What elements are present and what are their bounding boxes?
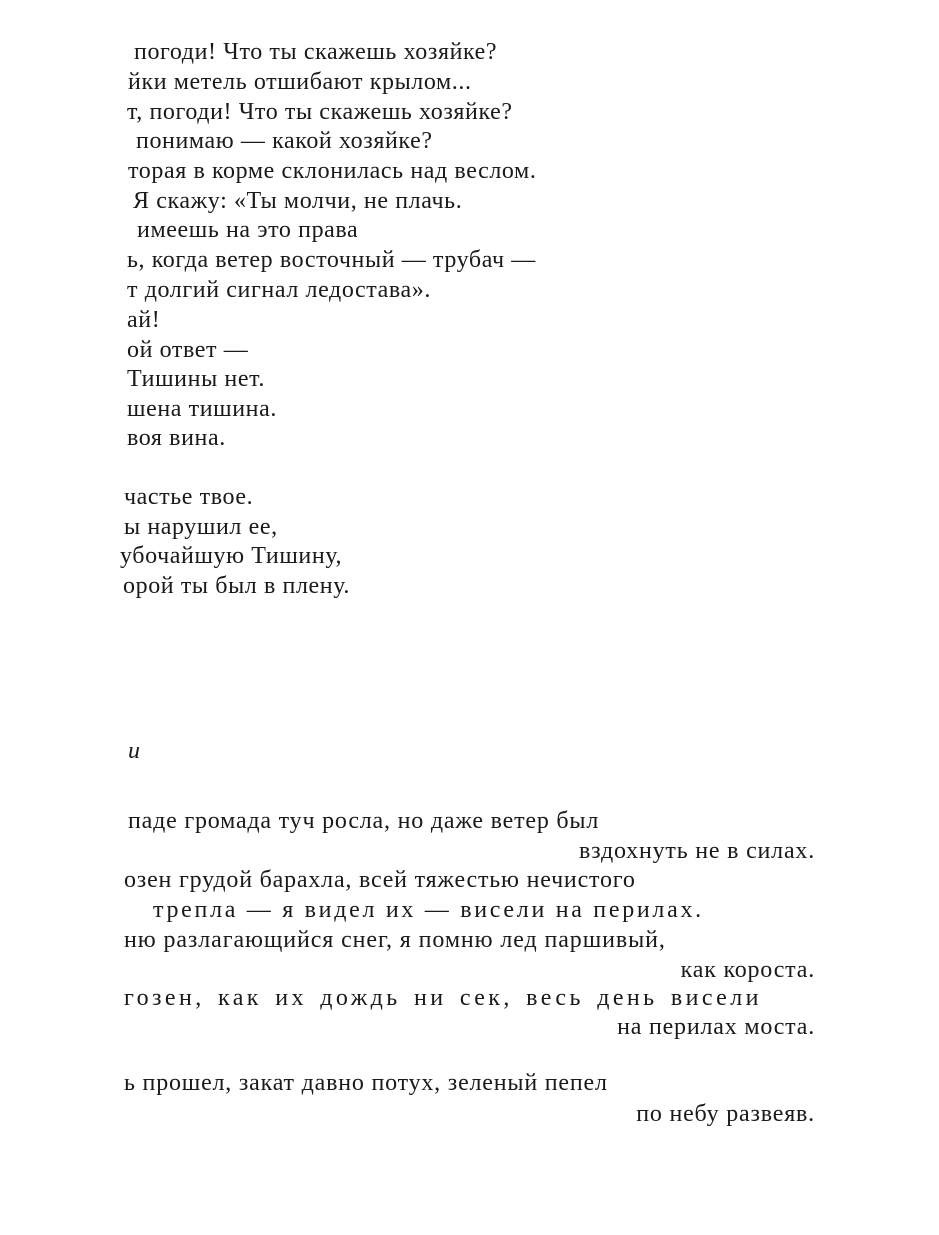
- poem-line: погоди! Что ты скажешь хозяйке?: [134, 39, 498, 65]
- poem-line: убочайшую Тишину,: [120, 543, 343, 569]
- poem-line: имеешь на это права: [137, 217, 359, 243]
- poem-line: частье твое.: [124, 484, 254, 510]
- section-marker: и: [128, 738, 141, 764]
- poem-line: воя вина.: [127, 425, 226, 451]
- poem-line: торая в корме склонилась над веслом.: [128, 158, 537, 184]
- poem-line: ай!: [127, 307, 161, 333]
- poem-line: по небу развеяв.: [636, 1101, 815, 1127]
- poem-line: гозен, как их дождь ни сек, весь день висели: [124, 985, 762, 1011]
- poem-line: т, погоди! Что ты скажешь хозяйке?: [127, 99, 513, 125]
- poem-line: Я скажу: «Ты молчи, не плачь.: [133, 188, 463, 214]
- poem-line: орой ты был в плену.: [123, 573, 351, 599]
- poem-line: Тишины нет.: [127, 366, 265, 392]
- poem-line: ой ответ —: [127, 337, 249, 363]
- poem-line: как короста.: [680, 957, 815, 983]
- poem-line: трепла — я видел их — висели на перилах.: [153, 897, 704, 923]
- poem-line: понимаю — какой хозяйке?: [136, 128, 433, 154]
- poem-line: ню разлагающийся снег, я помню лед паршивый,: [124, 927, 666, 953]
- poem-line: шена тишина.: [127, 396, 277, 422]
- poem-line: йки метель отшибают крылом...: [128, 69, 472, 95]
- poem-line: т долгий сигнал ледостава».: [127, 277, 431, 303]
- poem-line: паде громада туч росла, но даже ветер был: [128, 808, 600, 834]
- poem-line: ь, когда ветер восточный — трубач —: [127, 247, 536, 273]
- poem-line: ь прошел, закат давно потух, зеленый пепел: [124, 1070, 608, 1096]
- poem-line: на перилах моста.: [617, 1014, 815, 1040]
- poem-line: ы нарушил ее,: [124, 514, 278, 540]
- poem-line: вздохнуть не в силах.: [578, 838, 815, 864]
- poem-line: озен грудой барахла, всей тяжестью нечистого: [124, 867, 636, 893]
